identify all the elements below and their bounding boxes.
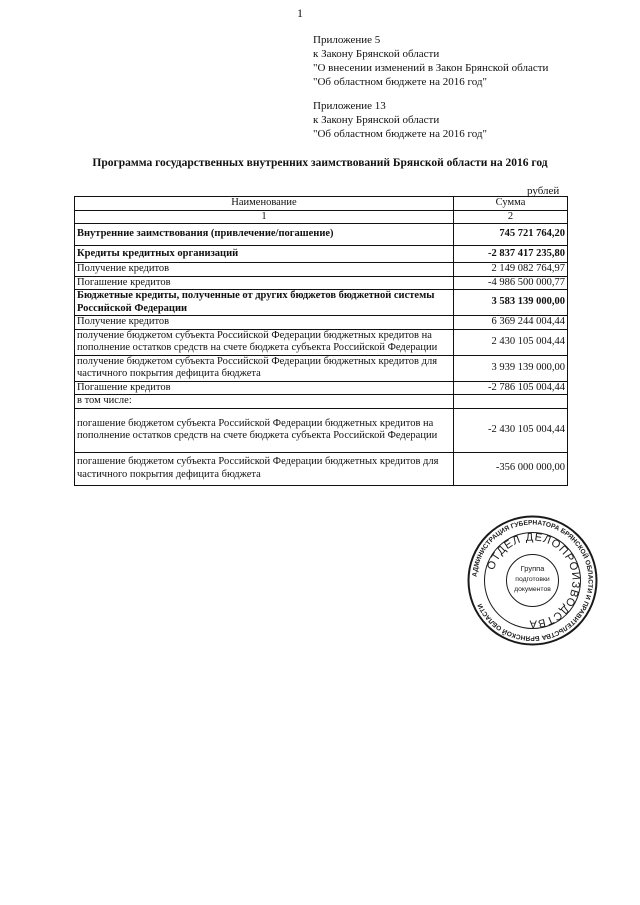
column-number: 2: [454, 210, 568, 224]
row-name: погашение бюджетом субъекта Российской Федерации бюджетных кредитов для частичного покрытия дефицита бюджета: [75, 452, 454, 485]
table-row: [75, 290, 568, 316]
row-sum: 3 939 139 000,00: [454, 355, 568, 381]
borrowings-table: [74, 196, 568, 486]
row-sum: 6 369 244 004,44: [454, 316, 568, 330]
annex-13-reference: [313, 99, 487, 141]
annex-13-line: Приложение 13: [313, 100, 386, 112]
header-name: Наименование: [75, 197, 454, 211]
row-sum: 745 721 764,20: [454, 224, 568, 246]
document-title: Программа государственных внутренних заимствований Брянской области на 2016 год: [92, 157, 548, 169]
seal-center-line: Группа: [520, 564, 545, 573]
row-sum: [454, 395, 568, 409]
row-sum: -2 430 105 004,44: [454, 408, 568, 452]
row-sum: -2 837 417 235,80: [454, 246, 568, 263]
row-name: Бюджетные кредиты, полученные от других бюджетов бюджетной системы Российской Федерации: [75, 290, 454, 316]
seal-department-text: ОТДЕЛ ДЕЛОПРОИЗВОДСТВА: [485, 531, 582, 630]
row-name: в том числе:: [75, 395, 454, 409]
row-name: погашение бюджетом субъекта Российской Федерации бюджетных кредитов на пополнение остатков средств на счете бюджета субъекта Российской Федерации: [75, 408, 454, 452]
annex-5-line: Приложение 5: [313, 34, 381, 46]
table-row: [75, 452, 568, 485]
seal-center-line: документов: [514, 586, 551, 593]
seal-ring-text: АДМИНИСТРАЦИЯ ГУБЕРНАТОРА БРЯНСКОЙ ОБЛАСТИ И ПРАВИТЕЛЬСТВА БРЯНСКОЙ ОБЛАСТИ: [471, 519, 594, 642]
table-row: [75, 224, 568, 246]
seal-center-line: подготовки: [515, 576, 550, 583]
column-number: 1: [75, 210, 454, 224]
currency-units: рублей: [527, 185, 560, 197]
row-name: Получение кредитов: [75, 263, 454, 277]
table-row: [75, 246, 568, 263]
row-sum: -4 986 500 000,77: [454, 276, 568, 290]
column-number-row: [75, 210, 568, 224]
row-name: Внутренние заимствования (привлечение/погашение): [75, 224, 454, 246]
annex-5-reference: [313, 33, 548, 89]
row-sum: -2 786 105 004,44: [454, 381, 568, 395]
office-seal-stamp: [465, 513, 600, 648]
row-name: Погашение кредитов: [75, 276, 454, 290]
page-number: 1: [297, 6, 303, 20]
row-sum: 2 430 105 004,44: [454, 329, 568, 355]
annex-5-line: "О внесении изменений в Закон Брянской области: [313, 62, 549, 74]
table-row: [75, 263, 568, 277]
annex-5-line: "Об областном бюджете на 2016 год": [313, 76, 487, 88]
row-name: Погашение кредитов: [75, 381, 454, 395]
header-sum: Сумма: [454, 197, 568, 211]
table-header-row: [75, 197, 568, 211]
table-row: [75, 408, 568, 452]
annex-13-line: к Закону Брянской области: [313, 114, 440, 126]
table-row: [75, 395, 568, 409]
row-name: получение бюджетом субъекта Российской Федерации бюджетных кредитов для частичного покрытия дефицита бюджета: [75, 355, 454, 381]
table-row: [75, 316, 568, 330]
row-name: получение бюджетом субъекта Российской Федерации бюджетных кредитов на пополнение остатков средств на счете бюджета субъекта Российской Федерации: [75, 329, 454, 355]
table-row: [75, 329, 568, 355]
row-sum: -356 000 000,00: [454, 452, 568, 485]
row-sum: 3 583 139 000,00: [454, 290, 568, 316]
table-row: [75, 381, 568, 395]
annex-13-line: "Об областном бюджете на 2016 год": [313, 128, 487, 140]
row-sum: 2 149 082 764,97: [454, 263, 568, 277]
row-name: Кредиты кредитных организаций: [75, 246, 454, 263]
table-row: [75, 276, 568, 290]
annex-5-line: к Закону Брянской области: [313, 48, 440, 60]
table-row: [75, 355, 568, 381]
row-name: Получение кредитов: [75, 316, 454, 330]
